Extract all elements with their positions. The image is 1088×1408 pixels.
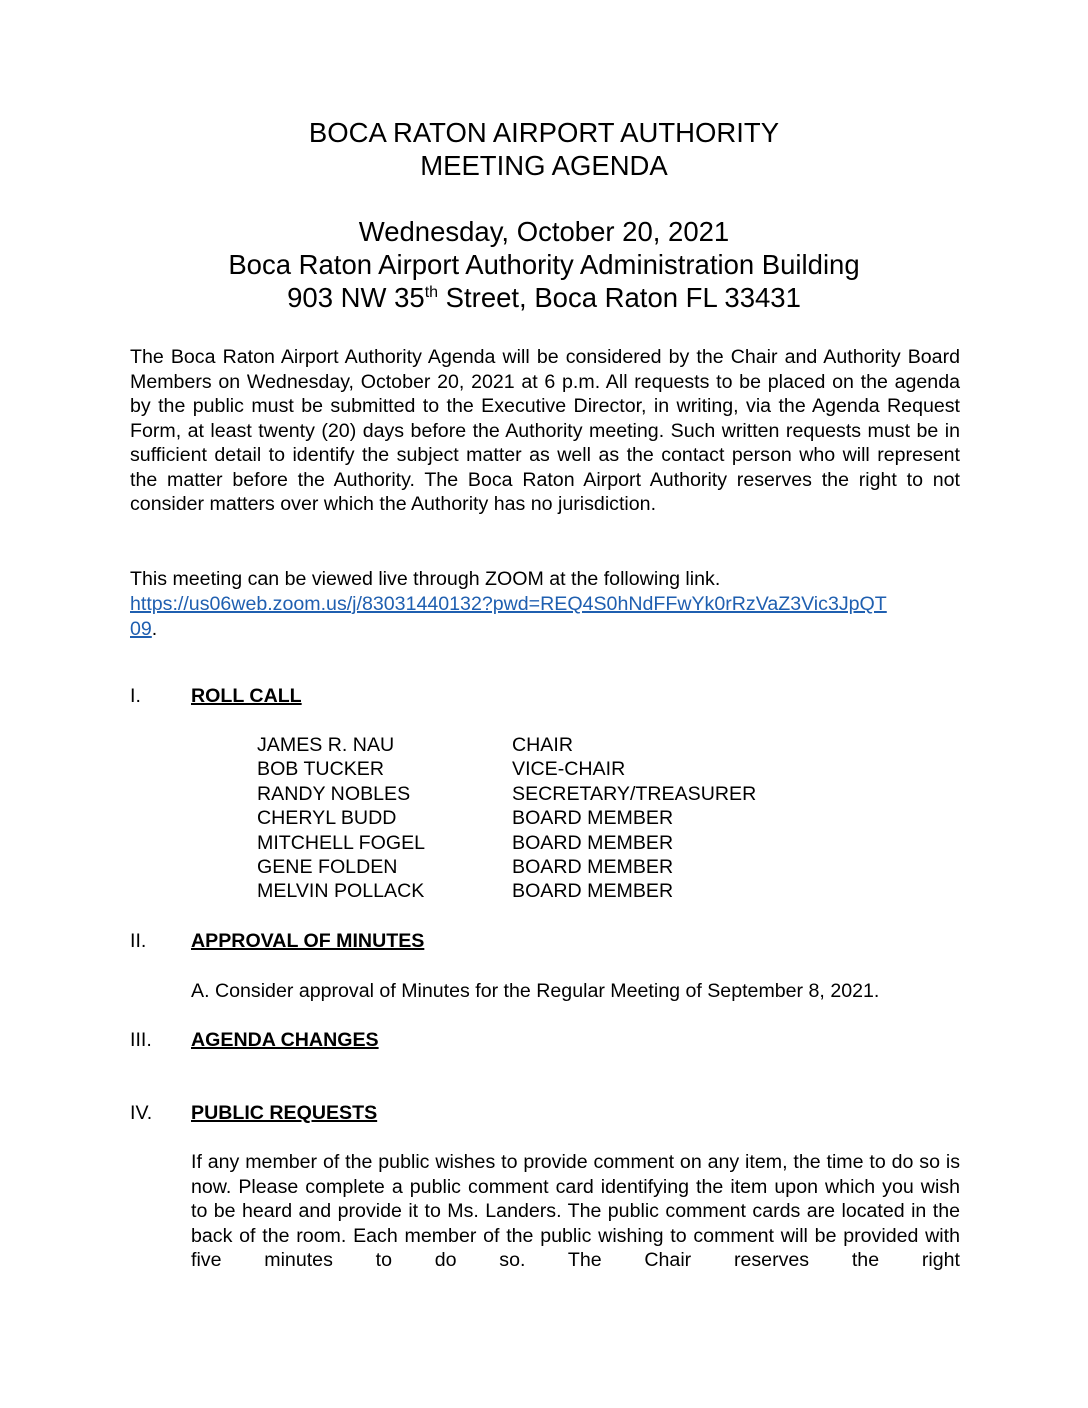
org-title: BOCA RATON AIRPORT AUTHORITY (308, 117, 780, 148)
section-number: IV. (130, 1102, 153, 1124)
address-prefix: 903 NW 35 (287, 282, 425, 313)
meeting-address (0, 281, 1088, 314)
member-role: BOARD MEMBER (512, 855, 674, 878)
agenda-item-a: A. Consider approval of Minutes for the Regular Meeting of September 8, 2021. (191, 980, 880, 1002)
meeting-location: Boca Raton Airport Authority Administration Building (228, 249, 860, 280)
link-trailing-period: . (151, 617, 158, 640)
address-suffix: Street, Boca Raton FL 33431 (438, 282, 801, 313)
member-role: CHAIR (512, 734, 573, 756)
section-number: I. (130, 685, 141, 707)
intro-paragraph: The Boca Raton Airport Authority Agenda will be considered by the Chair and Authority Board Members on Wednesday, October 20, 2021 at 6 p.m. All requests to be placed on the agenda by the public must be submitted to the Executive Director, in writing, via the Agenda Request Form, at least twenty (20) days before the Authority meeting. Such written requests must be in sufficient detail to identify the subject matter as well as the contact person who will represent the matter before the Authority. The Boca Raton Airport Authority reserves the right to not consider matters over which the Authority has no jurisdiction. (130, 346, 960, 515)
member-name: CHERYL BUDD (257, 807, 397, 830)
member-role: BOARD MEMBER (512, 807, 674, 830)
member-name: BOB TUCKER (257, 758, 385, 781)
zoom-link-block (130, 592, 960, 641)
address-ordinal: th (424, 284, 439, 301)
member-name: JAMES R. NAU (257, 734, 395, 756)
member-role: SECRETARY/TREASURER (512, 782, 757, 805)
member-name: GENE FOLDEN (257, 855, 398, 878)
member-role: VICE-CHAIR (512, 758, 626, 781)
section-number: III. (130, 1029, 152, 1051)
public-requests-paragraph: If any member of the public wishes to provide comment on any item, the time to do so is now. Please complete a public comment card identifying the item upon which you wish to be heard and provide it to Ms. Landers. The public comment cards are located in the back of the room. Each member of the public wishing to comment will be provided with five minutes to do so. The Chair reserves the right (191, 1151, 960, 1271)
section-title: APPROVAL OF MINUTES (191, 930, 425, 952)
section-title: ROLL CALL (191, 685, 302, 707)
zoom-meeting-link[interactable]: https://us06web.zoom.us/j/83031440132?pwd=REQ4S0hNdFFwYk0rRzVaZ3Vic3JpQT 09 (130, 593, 887, 640)
section-title: PUBLIC REQUESTS (191, 1102, 378, 1124)
member-role: BOARD MEMBER (512, 880, 674, 903)
member-name: MELVIN POLLACK (257, 880, 425, 903)
member-role: BOARD MEMBER (512, 831, 674, 854)
member-name: MITCHELL FOGEL (257, 831, 426, 854)
section-title: AGENDA CHANGES (191, 1029, 379, 1051)
doc-title: MEETING AGENDA (420, 150, 668, 181)
zoom-intro-text: This meeting can be viewed live through ZOOM at the following link. (130, 568, 721, 590)
meeting-date: Wednesday, October 20, 2021 (358, 216, 730, 247)
section-number: II. (130, 930, 147, 952)
member-name: RANDY NOBLES (257, 782, 411, 805)
